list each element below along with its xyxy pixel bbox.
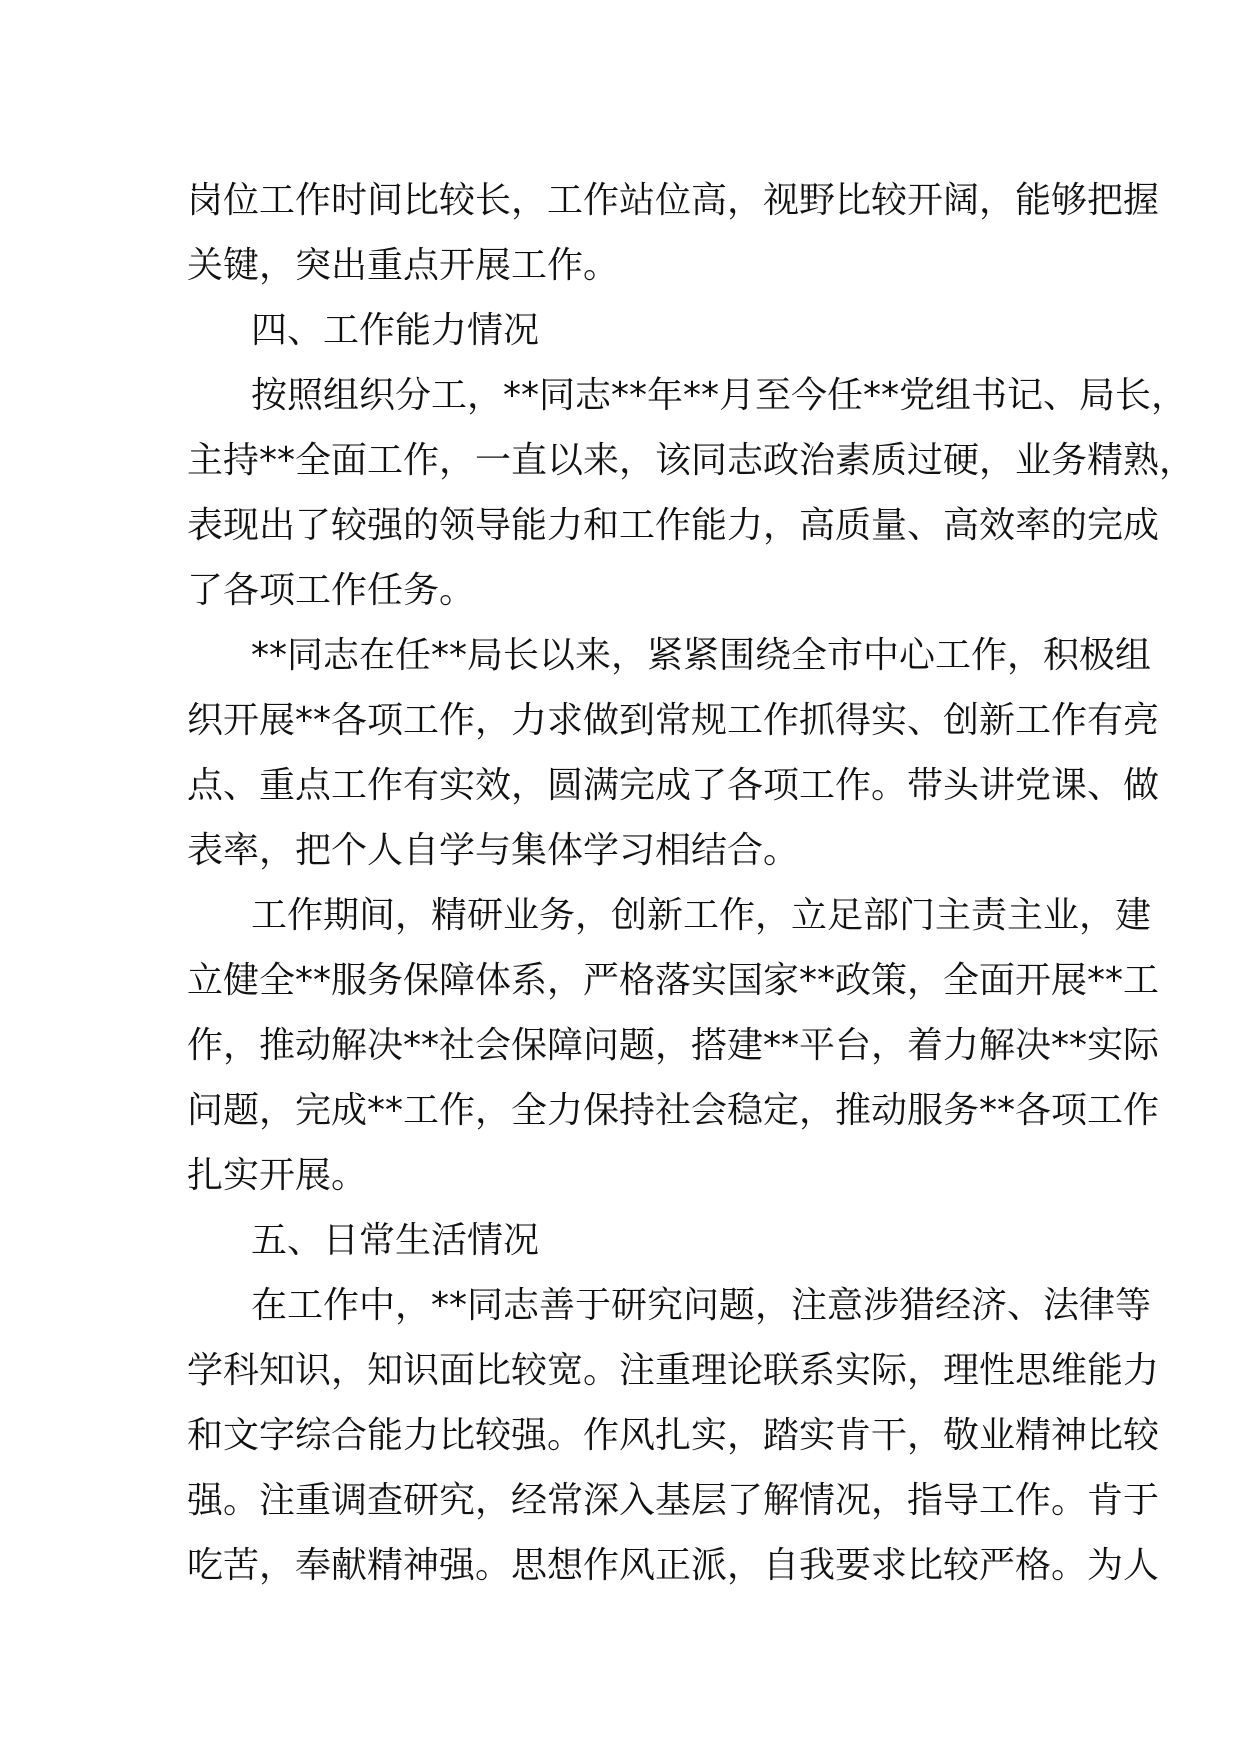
text-line: 点、重点工作有实效，圆满完成了各项工作。带头讲党课、做	[187, 765, 1160, 806]
section-heading: 四、工作能力情况	[251, 310, 540, 351]
text-line: 织开展**各项工作，力求做到常规工作抓得实、创新工作有亮	[187, 700, 1160, 741]
paragraph-work-period	[187, 883, 1160, 1208]
paragraph-continuation	[187, 168, 1160, 298]
text-line: 了各项工作任务。	[187, 570, 476, 611]
text-line: 在工作中，**同志善于研究问题，注意涉猎经济、法律等	[251, 1285, 1152, 1326]
paragraph-division-of-work	[187, 363, 1196, 623]
section-heading-work-ability	[187, 298, 1087, 363]
text-line: 学科知识，知识面比较宽。注重理论联系实际，理性思维能力	[187, 1350, 1160, 1391]
text-line: 表率，把个人自学与集体学习相结合。	[187, 830, 800, 871]
text-line: 强。注重调查研究，经常深入基层了解情况，指导工作。肯于	[187, 1480, 1160, 1521]
text-line: 问题，完成**工作，全力保持社会稳定，推动服务**各项工作	[187, 1090, 1160, 1131]
text-line: 吃苦，奉献精神强。思想作风正派，自我要求比较严格。为人	[187, 1545, 1160, 1586]
text-line: **同志在任**局长以来，紧紧围绕全市中心工作，积极组	[251, 635, 1152, 676]
text-line: 按照组织分工，**同志**年**月至今任**党组书记、局长，	[251, 375, 1188, 416]
text-line: 工作期间，精研业务，创新工作，立足部门主责主业，建	[251, 895, 1152, 936]
text-line: 岗位工作时间比较长，工作站位高，视野比较开阔，能够把握	[187, 180, 1160, 221]
text-line: 表现出了较强的领导能力和工作能力，高质量、高效率的完成	[187, 505, 1160, 546]
text-line: 作，推动解决**社会保障问题，搭建**平台，着力解决**实际	[187, 1025, 1160, 1066]
paragraph-tenure	[187, 623, 1160, 883]
document-page	[187, 168, 1196, 1598]
section-heading: 五、日常生活情况	[251, 1220, 540, 1261]
text-line: 主持**全面工作，一直以来，该同志政治素质过硬，业务精熟，	[187, 440, 1196, 481]
paragraph-in-work	[187, 1273, 1160, 1598]
text-line: 关键，突出重点开展工作。	[187, 245, 620, 286]
text-line: 和文字综合能力比较强。作风扎实，踏实肯干，敬业精神比较	[187, 1415, 1160, 1456]
text-line: 立健全**服务保障体系，严格落实国家**政策，全面开展**工	[187, 960, 1160, 1001]
section-heading-daily-life	[187, 1208, 1087, 1273]
text-line: 扎实开展。	[187, 1155, 368, 1196]
